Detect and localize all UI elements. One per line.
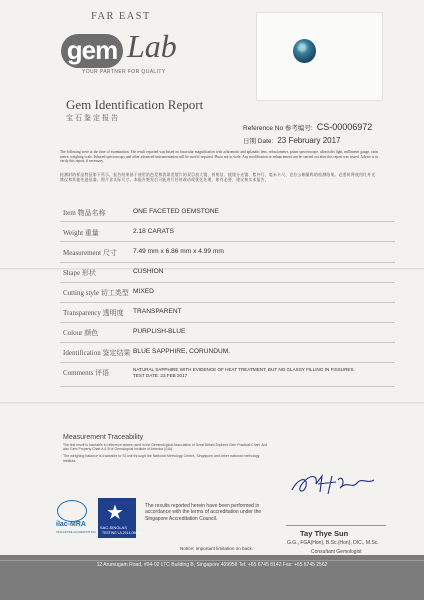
intro-text-cn: 检测时的样品特征如下所示。报告结果基于使用消色差和消球差镜片的双目放大镜、折射仪、棱镜分光镜、紫外灯、毫米卡尺、克拉公制量称的检测结果。必要时将使用红外光谱仪和其他先进仪器。照片非实际尺寸。本报告签发后可能进行任何改动或优化处理，如有必要，建议核实本报告。 xyxy=(60,173,376,182)
field-row-cutting-style xyxy=(63,286,393,300)
divider xyxy=(60,386,395,387)
intro-text-en: The following were at the time of examination. The result reported was based on binocular magnification with achromatic and aplanatic lens, refractometer, prism spectroscope, ultraviolet light, millimeter gauge, carat metric weighing scale. Infrared spectroscopy and other advanced instrumentation will be used if required. Photo not to scale. Any modification or enhancement can be carried out after this report was issued. Advice is to verify this report, if necessary. xyxy=(60,150,378,164)
field-label: Measurement 尺寸 xyxy=(63,249,117,257)
accreditation-statement: The results reported herein have been performed in accordance with the terms of accreditation under the Singapore Accreditation Council. xyxy=(145,503,262,522)
fold-line xyxy=(0,402,424,405)
star-icon: ★ xyxy=(106,502,124,524)
gemstone-photo xyxy=(293,39,316,63)
divider xyxy=(60,262,395,263)
field-value: NATURAL SAPPHIRE WITH EVIDENCE OF HEAT TREATMENT, BUT NO GLASSY FILLING IN FISSURES. TEST DATE: 23 FEB 2017 xyxy=(133,367,355,378)
field-value: ONE FACETED GEMSTONE xyxy=(133,208,219,215)
brand-tagline: YOUR PARTNER FOR QUALITY xyxy=(82,69,166,75)
field-row-item xyxy=(63,206,393,220)
brand-lab-text: Lab xyxy=(127,28,177,64)
reference-number xyxy=(243,122,372,132)
signatory-name: Tay Thye Sun xyxy=(300,529,349,538)
field-row-colour xyxy=(63,326,393,340)
sac-singlas-logo xyxy=(98,498,143,538)
date-label: 日期 Date: xyxy=(243,138,274,145)
report-title: Gem Identification Report xyxy=(66,97,204,112)
divider xyxy=(60,322,395,323)
signatory-qualifications: G.G., FGA(Hon), B.Sc.(Hon), DIC., M.Sc. xyxy=(287,540,379,546)
signature-line xyxy=(286,525,386,526)
traceability-text: The test result is traceable to reference stones used in the Gemmological Association of Great Britain Diploma Gem Practical Chart. And also Gem Property Chart A & B of Gemological Institute of America (GIA). xyxy=(63,443,268,452)
limitation-notice: Notice: Important limitation on back. xyxy=(180,546,254,551)
ilac-subtext: SINGAPORE ACCREDITATION xyxy=(56,530,96,534)
field-label: Cutting style 切工类型 xyxy=(63,289,129,297)
signatory-role: Consultant Gemologist xyxy=(311,549,362,555)
divider xyxy=(60,302,395,303)
field-label: Comments 评语 xyxy=(63,369,110,377)
report-date xyxy=(243,136,341,145)
reference-value: CS-00006972 xyxy=(316,122,373,132)
report-title-cn: 宝石鉴定报告 xyxy=(66,114,120,122)
field-value: MIXED xyxy=(133,288,154,295)
field-label: Item 物品名称 xyxy=(63,209,106,217)
field-value: TRANSPARENT xyxy=(133,308,182,315)
footer-rule xyxy=(0,560,424,561)
globe-icon xyxy=(57,500,87,522)
brand-gem-badge: gem xyxy=(61,34,123,68)
sac-code: TESTING LA-2014-0502-C xyxy=(102,531,143,535)
field-value: 2.18 CARATS xyxy=(133,228,174,235)
field-row-shape xyxy=(63,266,393,280)
date-value: 23 February 2017 xyxy=(277,136,341,145)
field-label: Colour 颜色 xyxy=(63,329,99,337)
field-label: Identification 鉴定结果 xyxy=(63,349,131,357)
gemstone-photo-frame xyxy=(257,13,382,100)
footer-address: 12 Arumugam Road, #04-02 LTC Building B, Singapore 409958 Tel: +65 6745 8142 Fax: +65 6745 2562 xyxy=(96,562,328,568)
divider xyxy=(60,342,395,343)
ilac-text: ilac-MRA xyxy=(56,521,86,528)
field-row-identification xyxy=(63,346,393,360)
field-label: Weight 重量 xyxy=(63,229,99,237)
ilac-mra-logo xyxy=(56,500,96,534)
field-row-measurement xyxy=(63,246,393,260)
traceability-text-2: The weighing balance is traceable to SI unit through the National Metrology Centre, Singapore and other national metrology institute. xyxy=(63,454,260,463)
brand-top-text: FAR EAST xyxy=(91,11,151,22)
field-value: BLUE SAPPHIRE, CORUNDUM. xyxy=(133,348,231,355)
field-row-comments xyxy=(63,366,393,384)
reference-label: Reference No 参考编号: xyxy=(243,125,313,132)
divider xyxy=(60,221,395,222)
field-value: PURPLISH-BLUE xyxy=(133,328,186,335)
field-label: Shape 形状 xyxy=(63,269,96,277)
sac-label: SAC-SINGLAS xyxy=(100,525,127,530)
field-label: Transparency 透明度 xyxy=(63,309,124,317)
field-value: 7.49 mm x 6.86 mm x 4.99 mm xyxy=(133,248,224,255)
field-value: CUSHION xyxy=(133,268,164,275)
field-row-transparency xyxy=(63,306,393,320)
divider xyxy=(60,362,395,363)
divider xyxy=(60,241,395,242)
signature xyxy=(288,470,378,500)
traceability-title: Measurement Traceability xyxy=(63,434,144,441)
divider xyxy=(60,282,395,283)
field-row-weight xyxy=(63,226,393,240)
